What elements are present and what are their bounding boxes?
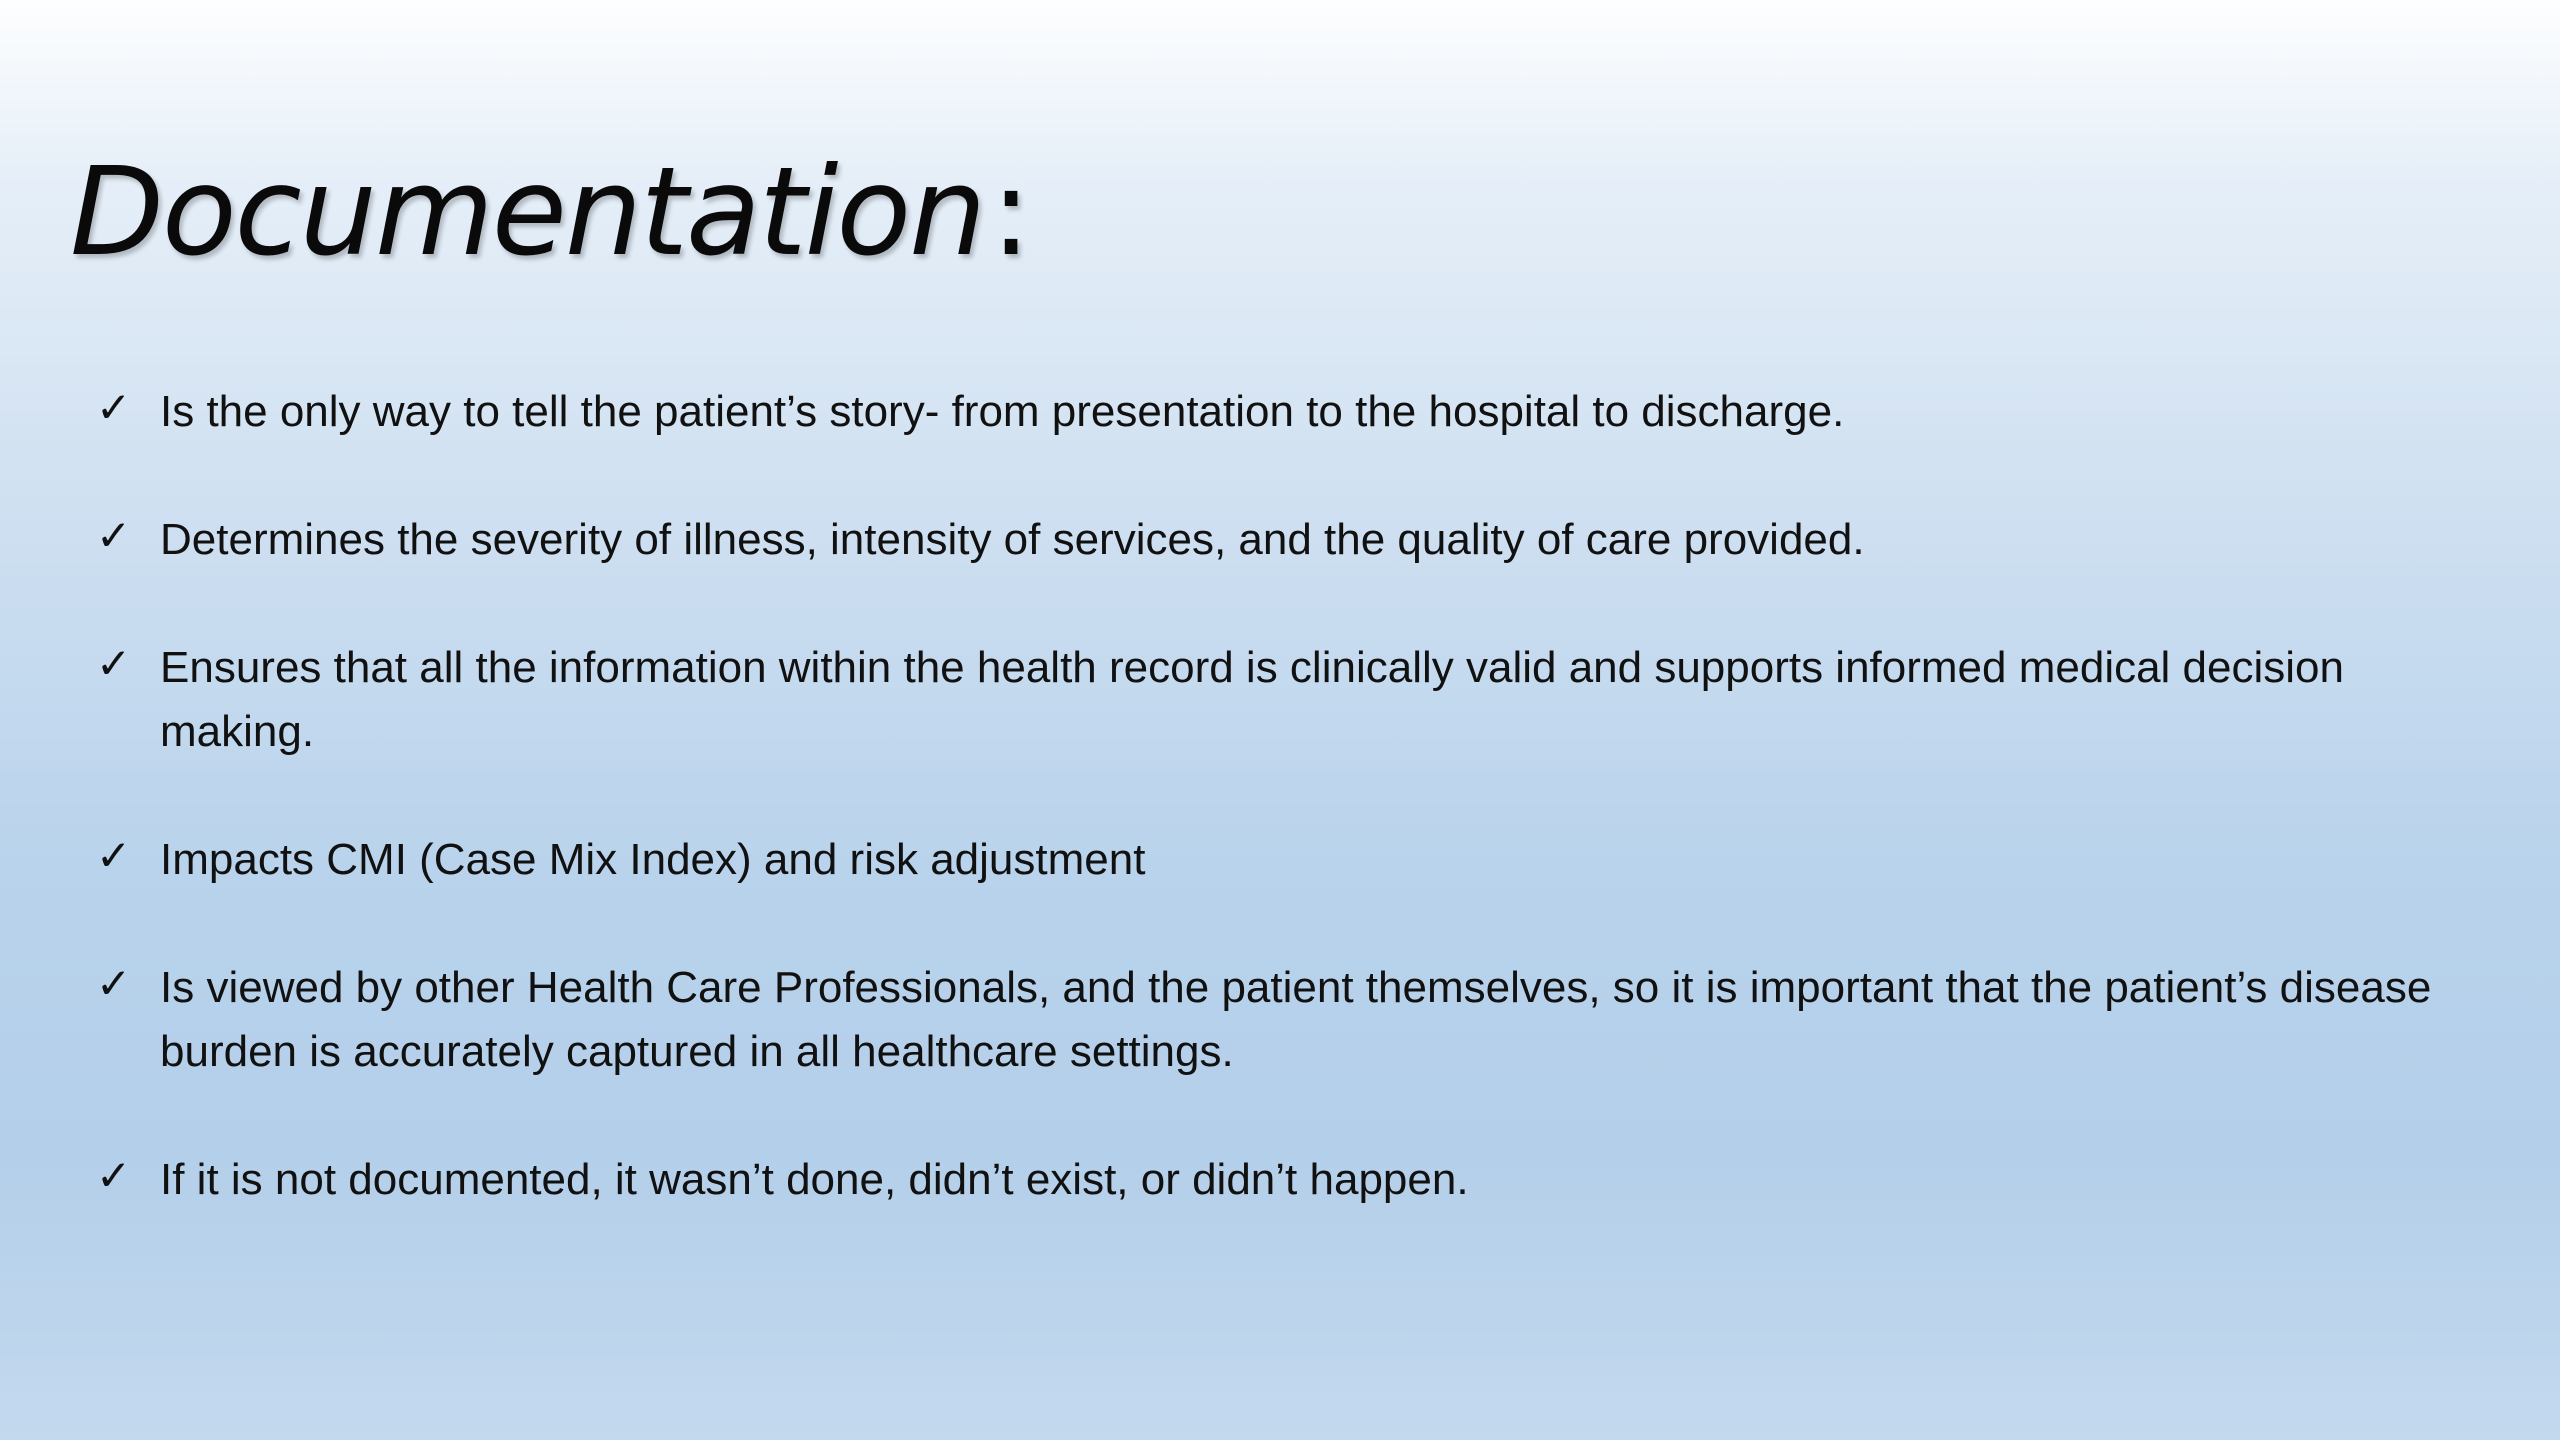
bullet-text: Is the only way to tell the patient’s story- from presentation to the hospital to discharge.: [160, 387, 1845, 436]
bullet-item: [96, 956, 2496, 1084]
bullet-item: [96, 828, 2496, 892]
checkmark-icon: ✓: [96, 511, 132, 560]
bullet-item: [96, 508, 2496, 572]
slide-title: [70, 132, 1030, 292]
checkmark-icon: ✓: [96, 831, 132, 880]
checkmark-icon: ✓: [96, 1151, 132, 1200]
checkmark-icon: ✓: [96, 383, 132, 432]
checkmark-icon: ✓: [96, 639, 132, 688]
bullet-text: Is viewed by other Health Care Professionals, and the patient themselves, so it is important that the patient’s disease burden is accurately captured in all healthcare settings.: [160, 963, 2432, 1076]
title-colon: :: [990, 141, 1030, 283]
bullet-text: If it is not documented, it wasn’t done, didn’t exist, or didn’t happen.: [160, 1155, 1469, 1204]
checkmark-icon: ✓: [96, 959, 132, 1008]
bullet-list: [96, 380, 2496, 1276]
bullet-item: [96, 380, 2496, 444]
bullet-item: [96, 636, 2496, 764]
title-text: Documentation: [70, 141, 985, 283]
bullet-text: Ensures that all the information within the health record is clinically valid and supports informed medical decision making.: [160, 643, 2344, 756]
bullet-text: Impacts CMI (Case Mix Index) and risk adjustment: [160, 835, 1146, 884]
bullet-text: Determines the severity of illness, intensity of services, and the quality of care provided.: [160, 515, 1865, 564]
bullet-item: [96, 1148, 2496, 1212]
